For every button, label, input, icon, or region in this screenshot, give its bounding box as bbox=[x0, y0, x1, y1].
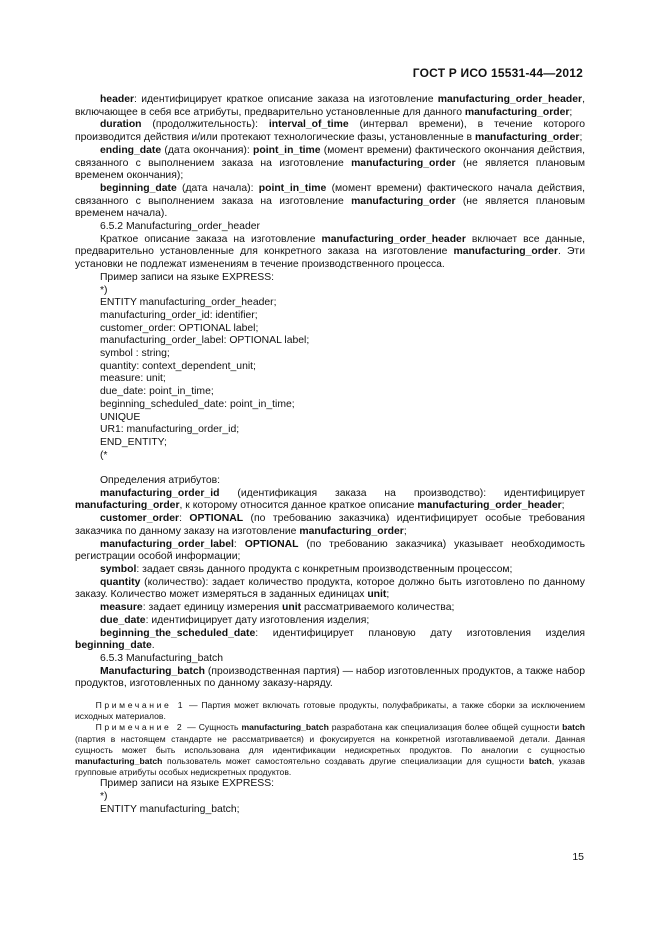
bold-term: OPTIONAL bbox=[189, 513, 244, 525]
paragraph-c2 bbox=[75, 488, 585, 513]
bold-term: manufacturing_order bbox=[299, 525, 404, 537]
paragraph-b6 bbox=[75, 234, 585, 272]
code-line: measure: unit; bbox=[99, 373, 166, 385]
bold-term: due_date bbox=[99, 614, 146, 626]
paragraph-c8 bbox=[75, 615, 585, 628]
code-line: END_ENTITY; bbox=[99, 436, 167, 448]
code-line: quantity: context_dependent_unit; bbox=[99, 360, 256, 372]
text-run: (производственная партия) — набор изготовленных продуктов, а также набор продуктов, изготовленных по данному заказу-наряду. bbox=[75, 665, 585, 690]
code-line: symbol : string; bbox=[99, 348, 170, 360]
paragraph-b2 bbox=[75, 119, 585, 144]
paragraph-c11 bbox=[75, 666, 585, 691]
note-label: Примечание 2 bbox=[95, 722, 185, 733]
bold-term: manufacturing_order_label bbox=[99, 538, 234, 550]
code-line: manufacturing_order_id: identifier; bbox=[99, 309, 258, 321]
text-run: ; bbox=[579, 132, 583, 144]
paragraph-b5 bbox=[75, 221, 585, 234]
text-run: разработана как специализация более общей сущности bbox=[328, 722, 563, 733]
bold-term: ending_date bbox=[99, 144, 162, 156]
paragraph-b7 bbox=[75, 272, 585, 285]
text-run: : bbox=[233, 538, 245, 550]
bold-term: manufacturing_order_id bbox=[99, 487, 220, 499]
bold-term: symbol bbox=[99, 564, 137, 575]
code-line: (* bbox=[99, 449, 108, 461]
bold-term: beginning_date bbox=[99, 182, 177, 194]
code-line: UNIQUE bbox=[99, 411, 141, 423]
text-run: (идентификация заказа на производство): идентифицирует bbox=[219, 487, 585, 499]
text-run: (продолжительность): bbox=[141, 119, 269, 131]
code-line: UR1: manufacturing_order_id; bbox=[99, 424, 240, 436]
bold-term: manufacturing_order bbox=[351, 157, 456, 169]
bold-term: customer_order bbox=[99, 513, 180, 525]
code-line: due_date: point_in_time; bbox=[99, 386, 214, 398]
bold-term: manufacturing_order bbox=[75, 500, 180, 512]
bold-term: manufacturing_order_header bbox=[417, 500, 562, 512]
text-run: (не является плановым временем начала). bbox=[75, 195, 585, 220]
paragraph-c5 bbox=[75, 564, 585, 577]
bold-term: manufacturing_order bbox=[453, 246, 558, 258]
bold-term: manufacturing_batch bbox=[75, 756, 163, 767]
paragraph-b1 bbox=[75, 94, 585, 119]
text-run: , включающее в себя все атрибуты, предварительно установленные для данного bbox=[75, 94, 585, 118]
paragraph-c6 bbox=[75, 577, 585, 602]
bold-term: manufacturing_order_header bbox=[321, 233, 466, 245]
note-n2 bbox=[75, 722, 585, 778]
code-line: manufacturing_order_label: OPTIONAL label; bbox=[99, 335, 310, 347]
paragraph-c4 bbox=[75, 539, 585, 564]
code-line: *) bbox=[99, 284, 108, 296]
bold-term: interval_of_time bbox=[268, 119, 349, 131]
page-number: 15 bbox=[572, 851, 584, 863]
code-line: ENTITY manufacturing_order_header; bbox=[99, 297, 277, 309]
bold-term: manufacturing_order bbox=[464, 106, 570, 118]
express-code-block-2 bbox=[75, 791, 585, 816]
text-run: 6.5.3 Manufacturing_batch bbox=[99, 652, 223, 664]
bold-term: batch bbox=[528, 756, 552, 767]
text-run: — Сущность bbox=[184, 722, 242, 733]
paragraph-b3 bbox=[75, 145, 585, 183]
attribute-definitions bbox=[75, 475, 585, 691]
note-n1 bbox=[75, 700, 585, 722]
bold-term: Manufacturing_batch bbox=[99, 665, 206, 677]
text-run: (партия в настоящем стандарте не рассматривается) и фокусируется на конкретной изготавливаемой детали. Данная сущность может быть использована для идентификации недискретных продуктов. По аналогии с сущностью bbox=[75, 733, 585, 755]
text-run: : bbox=[179, 513, 190, 525]
bold-term: manufacturing_order_header bbox=[437, 94, 583, 105]
paragraph-c7 bbox=[75, 602, 585, 615]
text-run: — Партия может включать готовые продукты, полуфабрикаты, а также сборки за исключением исходных материалов. bbox=[75, 700, 585, 722]
paragraph-c9 bbox=[75, 628, 585, 653]
text-run: (количество): задает количество продукта, которое должно быть изготовлено по данному заказу. Количество может измеряться в заданных единицах bbox=[75, 576, 585, 601]
express-code-block bbox=[75, 285, 585, 463]
text-run: : идентифицирует дату изготовления изделия; bbox=[145, 614, 370, 626]
paragraph-c1 bbox=[75, 475, 585, 488]
text-run: ; bbox=[403, 525, 407, 537]
text-run: : идентифицирует краткое описание заказа на изготовление bbox=[134, 94, 438, 105]
text-run: . Эти установки не подлежат изменениям в течение производственного процесса. bbox=[75, 246, 585, 271]
text-run: , к которому относится данное краткое описание bbox=[179, 500, 418, 512]
bold-term: point_in_time bbox=[253, 144, 321, 156]
bold-term: unit bbox=[282, 602, 302, 614]
text-run: ; bbox=[386, 589, 390, 601]
bold-term: manufacturing_order bbox=[474, 132, 580, 144]
example-label: Пример записи на языке EXPRESS: bbox=[99, 778, 275, 790]
text-run: Краткое описание заказа на изготовление bbox=[99, 233, 322, 245]
bold-term: batch bbox=[562, 722, 585, 733]
bold-term: unit bbox=[367, 589, 387, 601]
text-run: включает все данные, предварительно установленные для конкретного заказа на изготовление bbox=[75, 233, 585, 258]
text-run: . bbox=[151, 640, 155, 652]
text-run: (момент времени) фактического начала действия, связанного с выполнением заказа на изготовление bbox=[75, 182, 585, 207]
text-run: ; bbox=[561, 500, 565, 512]
text-run: 6.5.2 Manufacturing_order_header bbox=[99, 221, 260, 233]
text-run: : идентифицирует плановую дату изготовления изделия bbox=[255, 627, 585, 639]
bold-term: OPTIONAL bbox=[244, 538, 299, 550]
text-run: пользователь может самостоятельно создавать другие специализации для сущности bbox=[162, 756, 529, 767]
document-header: ГОСТ Р ИСО 15531-44—2012 bbox=[412, 66, 583, 80]
bold-term: manufacturing_batch bbox=[241, 722, 329, 733]
bold-term: beginning_the_scheduled_date bbox=[99, 627, 256, 639]
code-line: customer_order: OPTIONAL label; bbox=[99, 322, 259, 334]
attribute-definitions-top bbox=[75, 94, 585, 285]
bold-term: measure bbox=[99, 602, 143, 614]
text-run: (по требованию заказчика) указывает необходимость регистрации особой информации; bbox=[75, 538, 585, 563]
bold-term: header bbox=[99, 94, 135, 105]
paragraph-b4 bbox=[75, 183, 585, 221]
text-run: Определения атрибутов: bbox=[99, 475, 221, 487]
text-run: Пример записи на языке EXPRESS: bbox=[99, 271, 275, 283]
text-run: рассматриваемого количества; bbox=[301, 602, 455, 614]
text-run: (интервал времени), в течение которого производится действия и/или протекают технологические фазы, установленные в bbox=[75, 119, 586, 144]
note-label: Примечание 1 bbox=[95, 700, 186, 711]
paragraph-c10 bbox=[75, 653, 585, 666]
code-line: ENTITY manufacturing_batch; bbox=[99, 803, 240, 815]
bold-term: beginning_date bbox=[75, 640, 152, 652]
bold-term: point_in_time bbox=[258, 182, 327, 194]
text-run: (дата окончания): bbox=[161, 144, 254, 156]
text-run: , указав групповые атрибуты особых недискретных продуктов. bbox=[75, 756, 585, 778]
code-line: *) bbox=[99, 791, 108, 803]
bold-term: duration bbox=[99, 119, 142, 131]
text-run: (по требованию заказчика) идентифицирует особые требования заказчика по данному заказу на изготовление bbox=[75, 513, 585, 537]
text-run: (не является плановым временем окончания); bbox=[75, 157, 585, 182]
bold-term: manufacturing_order bbox=[351, 195, 456, 207]
text-run: (дата начала): bbox=[176, 182, 259, 194]
bold-term: quantity bbox=[99, 576, 141, 588]
text-run: : задает связь данного продукта с конкретным производственным процессом; bbox=[136, 564, 513, 575]
page-content bbox=[75, 94, 585, 817]
text-run: ; bbox=[569, 106, 573, 118]
code-line: beginning_scheduled_date: point_in_time; bbox=[99, 398, 295, 410]
notes-section bbox=[75, 700, 585, 778]
paragraph-c3 bbox=[75, 513, 585, 538]
text-run: (момент времени) фактического окончания действия, связанного с выполнением заказа на изготовление bbox=[75, 144, 585, 169]
text-run: : задает единицу измерения bbox=[142, 602, 283, 614]
